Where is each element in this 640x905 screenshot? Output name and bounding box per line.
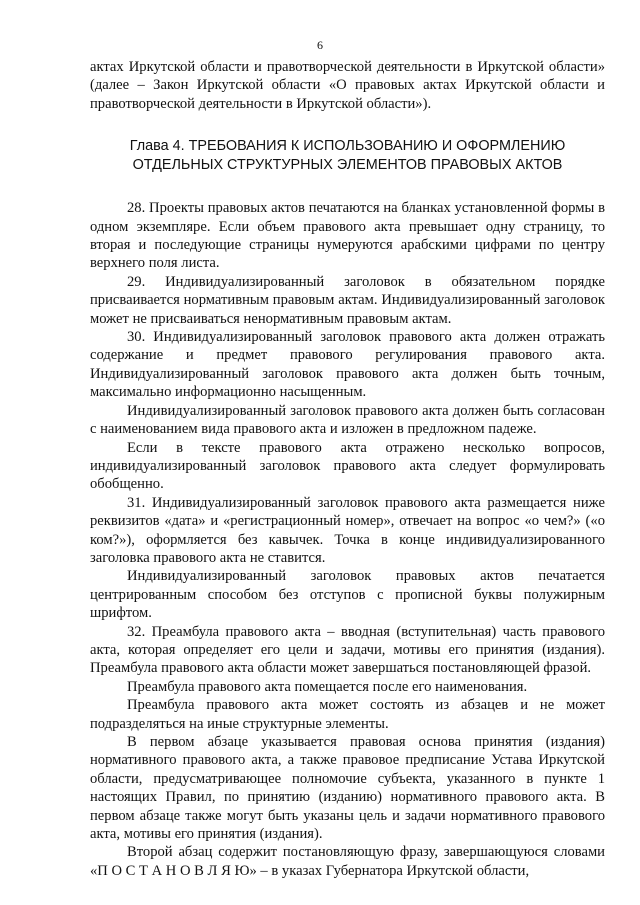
- chapter-title-line-1: Глава 4. ТРЕБОВАНИЯ К ИСПОЛЬЗОВАНИЮ И ОФОРМЛЕНИЮ: [129, 138, 566, 155]
- chapter-title-line-2: ОТДЕЛЬНЫХ СТРУКТУРНЫХ ЭЛЕМЕНТОВ ПРАВОВЫХ АКТОВ: [132, 157, 563, 174]
- paragraph-32: 32. Преамбула правового акта – вводная (вступительная) часть правового акта, которая определяет его цели и задачи, мотивы его принятия (издания). Преамбула правового акта области может завершаться постановляющей фразой.: [90, 623, 605, 677]
- page-number: 6: [317, 38, 323, 52]
- paragraph-30-cont-1: Индивидуализированный заголовок правового акта должен быть согласован с наименованием вида правового акта и изложен в предложном падеже.: [90, 402, 605, 438]
- opening-paragraph: актах Иркутской области и правотворческой деятельности в Иркутской области» (далее – Закон Иркутской области «О правовых актах Иркутской области и правотворческой деятельности в Иркутской области»).: [90, 59, 605, 112]
- paragraph-29: 29. Индивидуализированный заголовок в обязательном порядке присваивается нормативным правовым актам. Индивидуализированный заголовок может не присваиваться ненормативным правовым актам.: [90, 273, 605, 327]
- paragraph-32-cont-3: В первом абзаце указывается правовая основа принятия (издания) нормативного правового акта, а также правовое предписание Устава Иркутской области, предусматривающее полномочие субъекта, указанного в пункте 1 настоящих Правил, по принятию (изданию) нормативного правового акта. В первом абзаце также могут быть указаны цель и задачи нормативного правового акта, мотивы его принятия (издания).: [90, 734, 605, 843]
- paragraph-32-cont-1: Преамбула правового акта помещается после его наименования.: [127, 678, 528, 695]
- paragraph-30: 30. Индивидуализированный заголовок правового акта должен отражать содержание и предмет правового регулирования правового акта. Индивидуализированный заголовок правового акта должен быть точным, максимально информационно насыщенным.: [90, 329, 605, 401]
- paragraph-31: 31. Индивидуализированный заголовок правового акта размещается ниже реквизитов «дата» и «регистрационный номер», отвечает на вопрос «о чем?» («о ком?»), оформляется без кавычек. Точка в конце индивидуализированного заголовка правового акта не ставится.: [90, 494, 605, 566]
- document-body: [90, 58, 605, 880]
- paragraph-32-cont-4: Второй абзац содержит постановляющую фразу, завершающуюся словами «П О С Т А Н О В Л Я Ю» – в указах Губернатора Иркутской области,: [90, 844, 605, 879]
- paragraph-30-cont-2: Если в тексте правового акта отражено несколько вопросов, индивидуализированный заголовок правового акта следует формулировать обобщенно.: [90, 439, 605, 493]
- paragraph-32-cont-2: Преамбула правового акта может состоять из абзацев и не может подразделяться на иные структурные элементы.: [90, 697, 605, 732]
- chapter-title: [90, 137, 605, 175]
- paragraph-31-cont: Индивидуализированный заголовок правовых актов печатается центрированным способом без отступов с прописной буквы полужирным шрифтом.: [90, 568, 605, 622]
- paragraph-28: 28. Проекты правовых актов печатаются на бланках установленной формы в одном экземпляре. Если объем правового акта превышает одну страницу, то вторая и последующие страницы нумеруются арабскими цифрами по центру верхнего поля листа.: [90, 200, 605, 272]
